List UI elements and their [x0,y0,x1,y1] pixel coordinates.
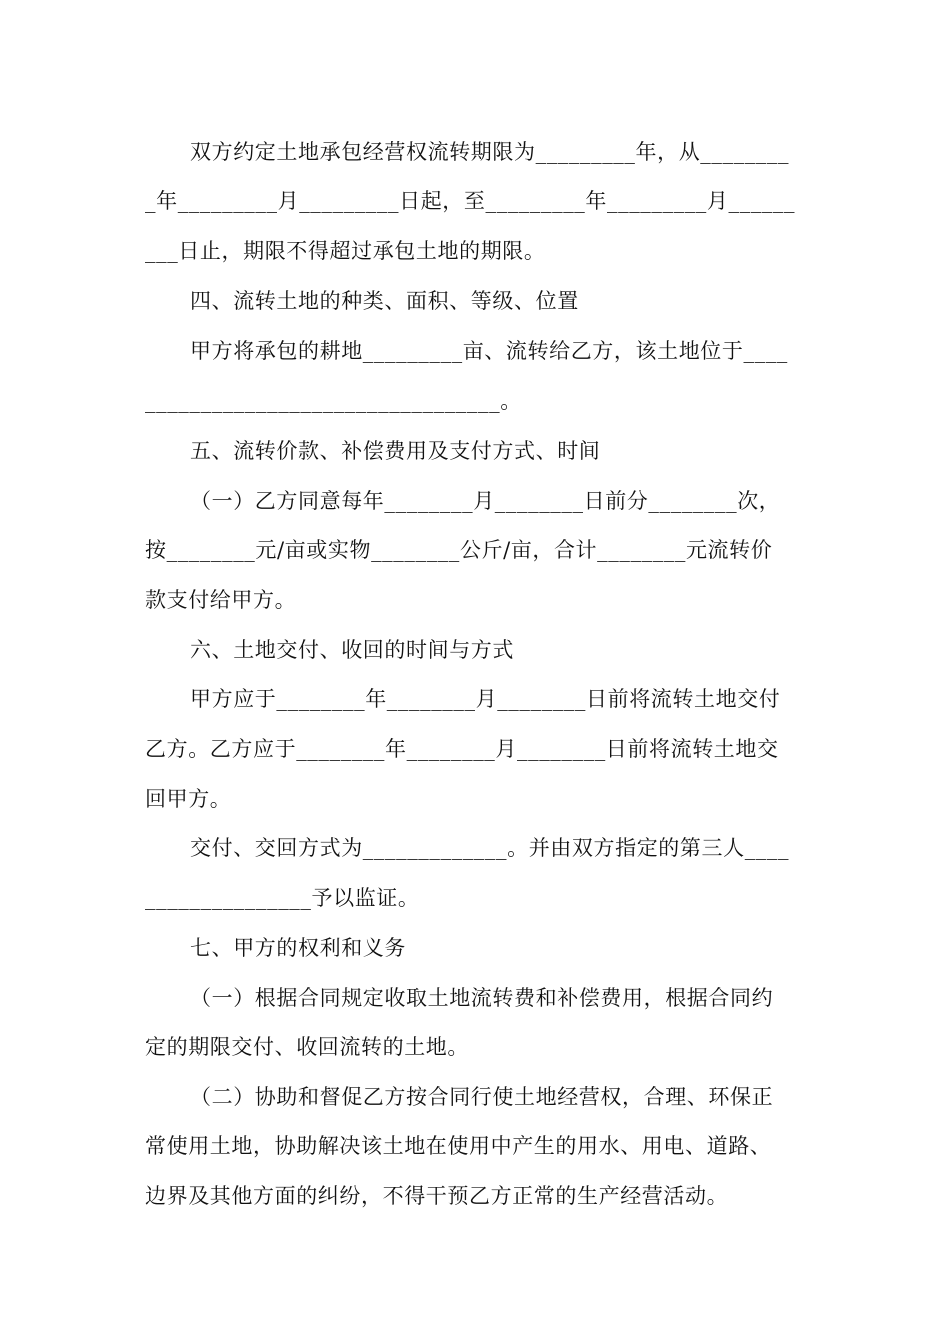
text-line: 双方约定土地承包经营权流转期限为_________年，从________ [190,140,790,164]
text-line: ___日止，期限不得超过承包土地的期限。 [145,239,546,263]
text-line: （二）协助和督促乙方按合同行使土地经营权，合理、环保正 [190,1085,774,1109]
text-line: 甲方应于________年________月________日前将流转土地交付 [190,687,781,711]
text-line: 回甲方。 [145,787,232,811]
text-line: 交付、交回方式为_____________。并由双方指定的第三人____ [190,836,790,860]
text-line: ________________________________。 [145,389,522,413]
text-line: 甲方将承包的耕地_________亩、流转给乙方，该土地位于____ [190,339,788,363]
text-line: _______________予以监证。 [145,886,420,910]
text-line: 定的期限交付、收回流转的土地。 [145,1035,469,1059]
section-heading: 七、甲方的权利和义务 [190,936,406,960]
text-line: 款支付给甲方。 [145,588,297,612]
text-line: （一）根据合同规定收取土地流转费和补偿费用，根据合同约 [190,986,774,1010]
text-line: 按________元/亩或实物________公斤/亩，合计________元流转价 [145,538,773,562]
section-heading: 六、土地交付、收回的时间与方式 [190,638,514,662]
text-line: 边界及其他方面的纠纷，不得干预乙方正常的生产经营活动。 [145,1184,729,1208]
text-line: 常使用土地，协助解决该土地在使用中产生的用水、用电、道路、 [145,1134,772,1158]
section-heading: 四、流转土地的种类、面积、等级、位置 [190,289,579,313]
text-line: 乙方。乙方应于________年________月________日前将流转土地交 [145,737,779,761]
text-line: （一）乙方同意每年________月________日前分________次， [190,489,781,513]
section-heading: 五、流转价款、补偿费用及支付方式、时间 [190,439,601,463]
text-line: _年_________月_________日起，至_________年_________月______ [145,189,796,213]
